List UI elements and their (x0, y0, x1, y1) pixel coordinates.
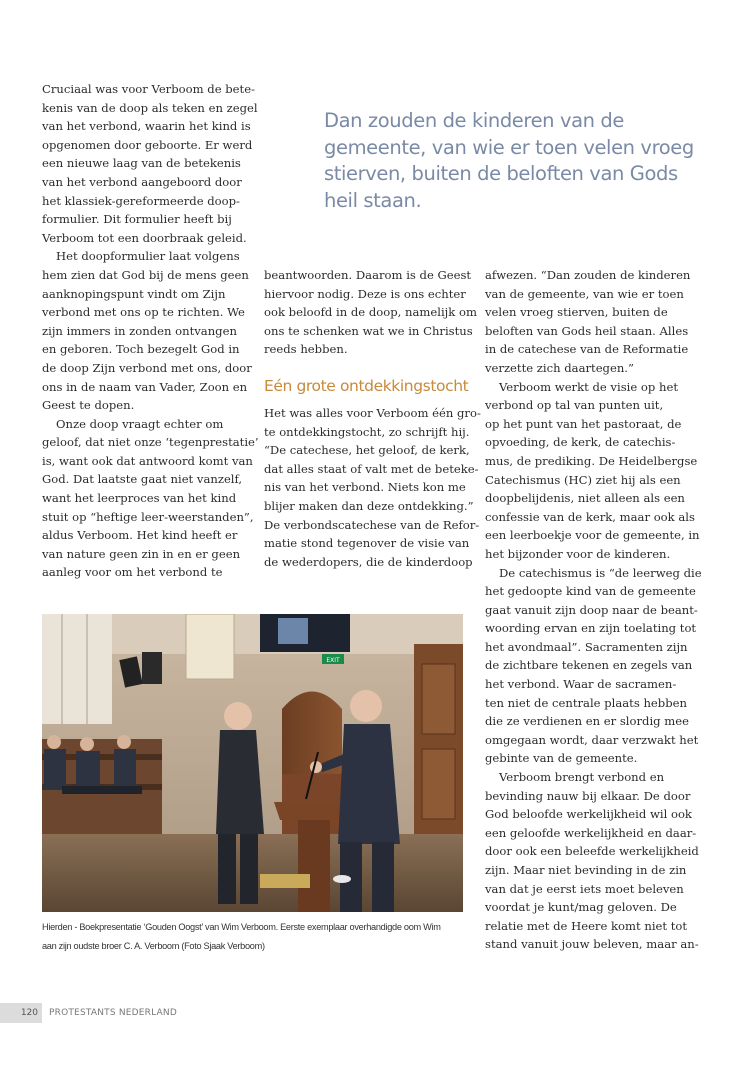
text-line: “De catechese, het geloof, de kerk, (264, 443, 470, 458)
text-line: stand vanuit jouw beleven, maar an- (485, 937, 699, 952)
text-line: op het punt van het pastoraat, de (485, 416, 682, 431)
text-line: het gedoopte kind van de gemeente (485, 584, 696, 599)
paragraph (485, 266, 690, 378)
text-line: Geest te dopen. (42, 398, 135, 413)
text-line: stuit op “heftige leer-weerstanden”, (42, 509, 254, 524)
text-line: zijn. Maar niet bevinding in de zin (485, 863, 687, 877)
section-heading: Eén grote ontdekkingstocht (264, 376, 469, 395)
text-line: Verboom werkt de visie op het (499, 379, 678, 394)
text-line: De catechismus is “de leerweg die (499, 565, 702, 580)
exit-sign: EXIT (326, 657, 340, 664)
text-line: de doop Zijn verbond met ons, door (42, 360, 252, 375)
text-line: het avondmaal”. Sacramenten zijn (485, 639, 688, 654)
text-line: opgenomen door geboorte. Er werd (42, 137, 253, 152)
text-line: een geloofde werkelijkheid en daar- (485, 825, 697, 840)
text-line: het verbond. Waar de sacramen- (485, 677, 677, 692)
text-line: het bijzonder voor de kinderen. (485, 546, 671, 561)
text-line: Cruciaal was voor Verboom de bete- (42, 82, 255, 96)
text-line: te ontdekkingstocht, zo schrijft hij. (264, 424, 470, 439)
pull-quote-line: Dan zouden de kinderen van de (324, 109, 624, 132)
text-line: woording ervan en zijn toelating tot (485, 621, 697, 636)
text-line: zijn immers in zonden ontvangen (42, 323, 237, 338)
text-line: beantwoorden. Daarom is de Geest (264, 268, 472, 282)
text-line: een nieuwe laag van de betekenis (42, 156, 241, 171)
pull-quote-line: heil staan. (324, 188, 422, 212)
paragraph (42, 247, 252, 414)
text-line: bevinding nauw bij elkaar. De door (485, 788, 691, 803)
text-line: Catechismus (HC) ziet hij als een (485, 472, 681, 487)
text-line: matie stond tegenover de visie van (264, 536, 470, 551)
text-line: Onze doop vraagt echter om (56, 416, 224, 431)
text-line: de zichtbare tekenen en zegels van (485, 658, 693, 673)
text-line: hem zien dat God bij de mens geen (42, 267, 249, 282)
pull-quote (324, 108, 694, 214)
text-line: door ook een beleefde werkelijkheid (485, 844, 699, 859)
text-line: van nature geen zin in en er geen (42, 546, 241, 561)
text-line: een leerboekje voor de gemeente, in (485, 528, 700, 543)
text-line: Verboom brengt verbond en (499, 770, 665, 785)
text-line: van dat je eerst iets moet beleven (485, 881, 684, 896)
text-line: blijer maken dan deze ontdekking.” (264, 498, 474, 513)
text-line: doopbelijdenis, niet alleen als een (485, 491, 685, 506)
text-line: God. Dat laatste gaat niet vanzelf, (42, 472, 243, 487)
text-line: is, want ook dat antwoord komt van (42, 453, 253, 468)
text-line: ten niet de centrale plaats hebben (485, 695, 687, 710)
text-line: gaat vanuit zijn doop naar de beant- (485, 602, 698, 617)
paragraph (264, 266, 477, 359)
text-line: dat alles staat of valt met de beteke- (264, 461, 479, 476)
text-line: aldus Verboom. Het kind heeft er (42, 528, 238, 543)
text-line: omgegaan wordt, daar verzwakt het (485, 732, 699, 747)
text-line: ons te schenken wat we in Christus (264, 323, 473, 338)
text-line: in de catechese van de Reformatie (485, 342, 689, 357)
text-line: geloof, dat niet onze ‘tegenprestatie’ (42, 435, 259, 450)
text-column-1 (42, 80, 259, 582)
text-line: het klassiek-gereformeerde doop- (42, 193, 240, 208)
text-line: God beloofde werkelijkheid wil ook (485, 807, 692, 822)
text-line: die ze verdienen en er slordig mee (485, 714, 689, 729)
text-line: De verbondscatechese van de Refor- (264, 517, 480, 532)
text-line: velen vroeg stierven, buiten de (485, 305, 668, 320)
caption-line: aan zijn oudste broer C. A. Verboom (Foto Sjaak Verboom) (42, 940, 265, 951)
photo-caption (42, 918, 463, 955)
text-line: gebinte van de gemeente. (485, 751, 638, 766)
pull-quote-line: stierven, buiten de beloften van Gods (324, 162, 678, 185)
text-line: aanleg voor om het verbond te (42, 565, 223, 580)
text-line: Het was alles voor Verboom één gro- (264, 405, 481, 420)
paragraph (42, 415, 259, 582)
photo-illustration (42, 614, 463, 912)
text-line: de wederdopers, die de kinderdoop (264, 554, 473, 569)
text-line: van het verbond aangeboord door (42, 174, 242, 189)
page-footer (0, 1003, 300, 1023)
text-line: voordat je kunt/mag geloven. De (485, 900, 677, 915)
text-line: ook beloofd in de doop, namelijk om (264, 305, 477, 320)
text-line: van het verbond, waarin het kind is (42, 119, 251, 134)
text-line: confessie van de kerk, maar ook als (485, 509, 695, 524)
text-line: relatie met de Heere komt niet tot (485, 918, 688, 933)
text-line: ons in de naam van Vader, Zoon en (42, 379, 248, 394)
page-number: 120 (0, 1003, 42, 1023)
text-line: Verboom tot een doorbraak geleid. (42, 230, 247, 245)
paragraph (42, 80, 258, 247)
text-line: verbond met ons op te richten. We (42, 305, 245, 320)
text-line: reeds hebben. (264, 342, 348, 357)
paragraph (485, 564, 702, 769)
text-line: want het leerproces van het kind (42, 491, 237, 506)
text-line: afwezen. “Dan zouden de kinderen (485, 268, 691, 282)
text-line: hiervoor nodig. Deze is ons echter (264, 286, 466, 301)
text-column-3 (485, 266, 702, 954)
text-line: opvoeding, de kerk, de catechis- (485, 435, 676, 450)
caption-line: Hierden - Boekpresentatie ‘Gouden Oogst’ van Wim Verboom. Eerste exemplaar overhandigde oom Wim (42, 922, 441, 932)
text-line: Het doopformulier laat volgens (56, 249, 240, 264)
text-line: aanknopingspunt vindt om Zijn (42, 286, 226, 301)
paragraph (485, 768, 699, 954)
text-column-2 (264, 266, 481, 571)
pull-quote-line: gemeente, van wie er toen velen vroeg (324, 135, 694, 159)
text-line: verzette zich daartegen.” (485, 360, 634, 375)
text-line: beloften van Gods heil staan. Alles (485, 323, 689, 338)
text-line: mus, de prediking. De Heidelbergse (485, 453, 698, 468)
text-line: nis van het verbond. Niets kon me (264, 480, 466, 495)
paragraph (485, 378, 700, 564)
magazine-title: PROTESTANTS NEDERLAND (49, 1008, 177, 1018)
text-line: en geboren. Toch bezegelt God in (42, 342, 240, 357)
article-photo (42, 614, 463, 912)
text-line: kenis van de doop als teken en zegel (42, 100, 258, 115)
text-line: van de gemeente, van wie er toen (485, 286, 684, 301)
paragraph (264, 404, 481, 571)
text-line: verbond op tal van punten uit, (485, 398, 664, 413)
text-line: formulier. Dit formulier heeft bij (42, 212, 232, 227)
